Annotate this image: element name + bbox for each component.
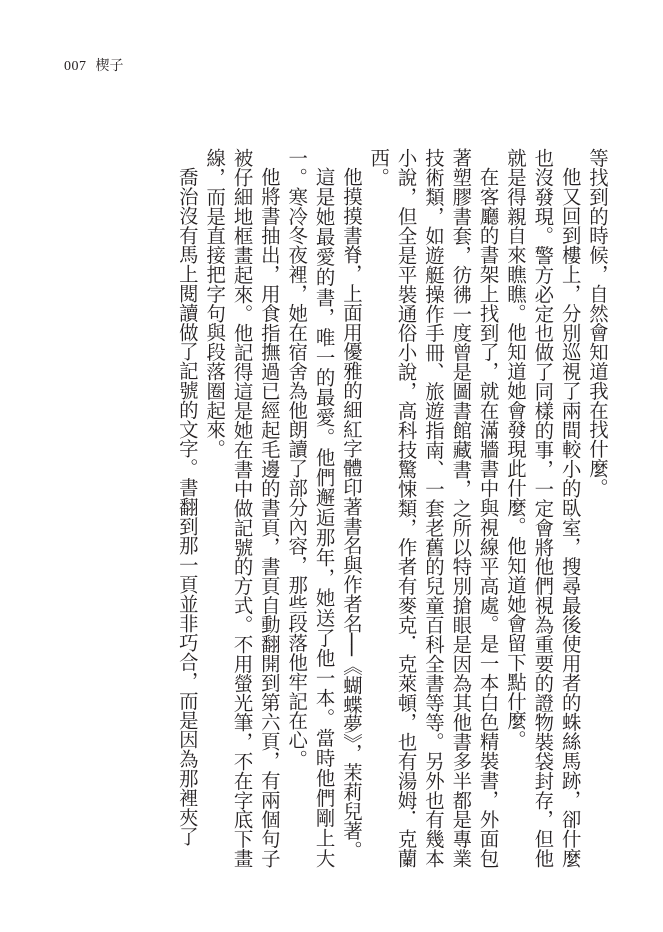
paragraph-6: 他將書抽出，用食指撫過已經起毛邊的書頁，書頁自動翻開到第六頁，有兩個句子被仔細地框畫起來。他記得這是她在書中做記號的方式。不用螢光筆，不在字底下畫線，而是直接把字句與段落圈起來。 [203,148,281,868]
paragraph-2: 他又回到樓上，分別巡視了兩間較小的臥室，搜尋最後使用者的蛛絲馬跡，卻什麼也沒發現。警方必定也做了同樣的事，一定會將他們視為重要的證物裝袋封存，但他就是得親自來瞧瞧。他知道她會發現此什麼。他知道她會留下點什麼。 [503,148,582,868]
paragraph-5: 這是她最愛的書，唯一的最愛。他們邂逅那年，她送了他一本。當時他們剛上大一。寒冷冬夜裡，她在宿舍為他朗讀了部分內容，那些段落他牢記在心。 [285,148,336,868]
vertical-body-text [174,148,612,868]
paragraph-7: 喬治沒有馬上閱讀做了記號的文字。書翻到那一頁並非巧合，而是因為那裡夾了 [175,167,199,847]
page-number: 007 [64,59,87,74]
running-head [64,58,124,75]
chapter-title: 楔子 [95,58,124,74]
paragraph-1: 等找到的時候，自然會知道我在找什麼。 [586,148,609,498]
paragraph-4: 他摸摸書脊，上面用優雅的細紅字體印著書名與作者名──《蝴蝶夢》，茉莉兒著。 [339,167,363,861]
paragraph-3: 在客廳的書架上找到了，就在滿牆書中與視線平高處。是一本白色精裝書，外面包著塑膠書套，彷彿一度曾是圖書館藏書，之所以特別搶眼是因為其他書多半都是專業技術類，如遊艇操作手冊、旅遊指南、一套老舊的兒童百科全書等等。另外也有幾本小說，但全是平裝通俗小說，高科技驚悚類，作者有麥克．克萊頓，也有湯姆．克蘭西。 [367,148,500,868]
